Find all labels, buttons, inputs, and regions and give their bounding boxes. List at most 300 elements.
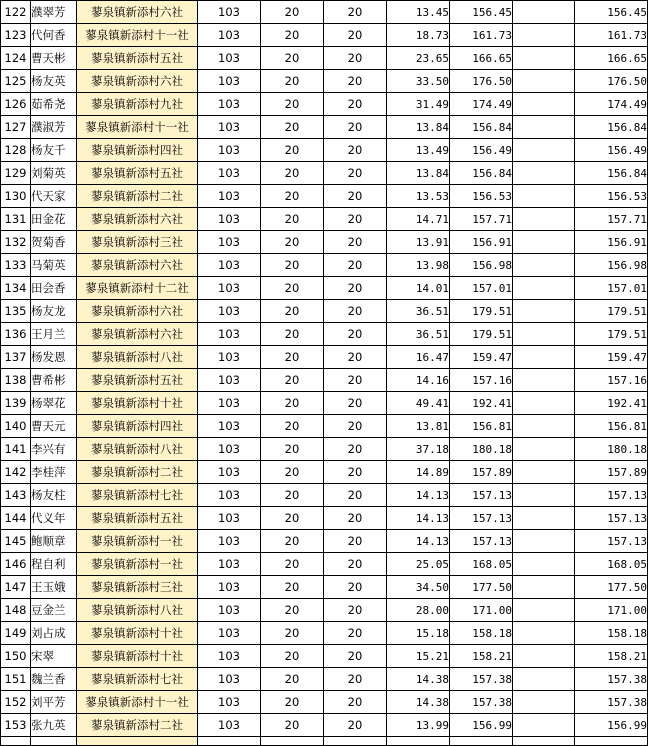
address-cell[interactable]: 蓼泉镇新添村三社 (77, 231, 198, 254)
total-cell[interactable]: 157.16 (450, 369, 513, 392)
payout-cell[interactable]: 192.41 (575, 392, 648, 415)
row-number-cell[interactable]: 135 (1, 300, 31, 323)
empty-cell[interactable] (261, 737, 324, 746)
base-cell[interactable]: 103 (198, 162, 261, 185)
col-b-cell[interactable]: 20 (324, 461, 387, 484)
row-number-cell[interactable]: 151 (1, 668, 31, 691)
row-number-cell[interactable]: 129 (1, 162, 31, 185)
total-cell[interactable]: 171.00 (450, 599, 513, 622)
base-cell[interactable]: 103 (198, 208, 261, 231)
total-cell[interactable]: 161.73 (450, 24, 513, 47)
payout-cell[interactable]: 174.49 (575, 93, 648, 116)
col-a-cell[interactable]: 20 (261, 714, 324, 737)
name-cell[interactable]: 李兴有 (31, 438, 77, 461)
row-number-cell[interactable]: 143 (1, 484, 31, 507)
subsidy-cell[interactable]: 37.18 (387, 438, 450, 461)
total-cell[interactable]: 156.49 (450, 139, 513, 162)
col-a-cell[interactable]: 20 (261, 599, 324, 622)
name-cell[interactable]: 杨发恩 (31, 346, 77, 369)
payout-cell[interactable]: 179.51 (575, 323, 648, 346)
payout-cell[interactable]: 157.01 (575, 277, 648, 300)
col-b-cell[interactable]: 20 (324, 438, 387, 461)
total-cell[interactable]: 174.49 (450, 93, 513, 116)
address-cell[interactable]: 蓼泉镇新添村二社 (77, 185, 198, 208)
subsidy-cell[interactable]: 36.51 (387, 323, 450, 346)
address-cell[interactable]: 蓼泉镇新添村七社 (77, 484, 198, 507)
total-cell[interactable]: 157.13 (450, 507, 513, 530)
row-number-cell[interactable]: 148 (1, 599, 31, 622)
blank-cell[interactable] (513, 622, 575, 645)
col-a-cell[interactable]: 20 (261, 208, 324, 231)
row-number-cell[interactable]: 139 (1, 392, 31, 415)
payout-cell[interactable]: 176.50 (575, 70, 648, 93)
payout-cell[interactable]: 157.13 (575, 530, 648, 553)
col-a-cell[interactable]: 20 (261, 392, 324, 415)
col-a-cell[interactable]: 20 (261, 645, 324, 668)
address-cell[interactable]: 蓼泉镇新添村一社 (77, 530, 198, 553)
base-cell[interactable]: 103 (198, 553, 261, 576)
address-cell[interactable]: 蓼泉镇新添村十社 (77, 645, 198, 668)
blank-cell[interactable] (513, 300, 575, 323)
name-cell[interactable]: 代天家 (31, 185, 77, 208)
name-cell[interactable]: 刘占成 (31, 622, 77, 645)
col-b-cell[interactable]: 20 (324, 369, 387, 392)
base-cell[interactable]: 103 (198, 24, 261, 47)
total-cell[interactable]: 157.38 (450, 691, 513, 714)
subsidy-cell[interactable]: 14.13 (387, 484, 450, 507)
row-number-cell[interactable]: 140 (1, 415, 31, 438)
total-cell[interactable]: 168.05 (450, 553, 513, 576)
address-cell[interactable]: 蓼泉镇新添村六社 (77, 323, 198, 346)
subsidy-cell[interactable]: 14.01 (387, 277, 450, 300)
blank-cell[interactable] (513, 70, 575, 93)
col-b-cell[interactable]: 20 (324, 254, 387, 277)
base-cell[interactable]: 103 (198, 47, 261, 70)
address-cell[interactable]: 蓼泉镇新添村九社 (77, 93, 198, 116)
name-cell[interactable]: 茹希尧 (31, 93, 77, 116)
col-b-cell[interactable]: 20 (324, 645, 387, 668)
base-cell[interactable]: 103 (198, 300, 261, 323)
name-cell[interactable]: 杨友英 (31, 70, 77, 93)
base-cell[interactable]: 103 (198, 185, 261, 208)
subsidy-cell[interactable]: 34.50 (387, 576, 450, 599)
empty-cell[interactable] (198, 737, 261, 746)
total-cell[interactable]: 179.51 (450, 300, 513, 323)
row-number-cell[interactable]: 141 (1, 438, 31, 461)
col-a-cell[interactable]: 20 (261, 346, 324, 369)
payout-cell[interactable]: 156.81 (575, 415, 648, 438)
address-cell[interactable]: 蓼泉镇新添村十二社 (77, 277, 198, 300)
empty-cell[interactable] (77, 737, 198, 746)
payout-cell[interactable]: 180.18 (575, 438, 648, 461)
payout-cell[interactable]: 171.00 (575, 599, 648, 622)
name-cell[interactable]: 杨友龙 (31, 300, 77, 323)
payout-cell[interactable]: 157.38 (575, 691, 648, 714)
blank-cell[interactable] (513, 254, 575, 277)
payout-cell[interactable]: 156.84 (575, 162, 648, 185)
total-cell[interactable]: 156.84 (450, 116, 513, 139)
address-cell[interactable]: 蓼泉镇新添村四社 (77, 415, 198, 438)
subsidy-cell[interactable]: 33.50 (387, 70, 450, 93)
payout-cell[interactable]: 166.65 (575, 47, 648, 70)
col-a-cell[interactable]: 20 (261, 116, 324, 139)
base-cell[interactable]: 103 (198, 507, 261, 530)
base-cell[interactable]: 103 (198, 323, 261, 346)
row-number-cell[interactable]: 153 (1, 714, 31, 737)
col-a-cell[interactable]: 20 (261, 162, 324, 185)
payout-cell[interactable]: 156.91 (575, 231, 648, 254)
address-cell[interactable]: 蓼泉镇新添村十社 (77, 392, 198, 415)
total-cell[interactable]: 157.01 (450, 277, 513, 300)
base-cell[interactable]: 103 (198, 484, 261, 507)
row-number-cell[interactable]: 130 (1, 185, 31, 208)
address-cell[interactable]: 蓼泉镇新添村八社 (77, 599, 198, 622)
address-cell[interactable]: 蓼泉镇新添村三社 (77, 576, 198, 599)
payout-cell[interactable]: 177.50 (575, 576, 648, 599)
address-cell[interactable]: 蓼泉镇新添村六社 (77, 1, 198, 24)
col-b-cell[interactable]: 20 (324, 70, 387, 93)
subsidy-cell[interactable]: 14.38 (387, 691, 450, 714)
base-cell[interactable]: 103 (198, 392, 261, 415)
col-a-cell[interactable]: 20 (261, 70, 324, 93)
name-cell[interactable]: 魏兰香 (31, 668, 77, 691)
base-cell[interactable]: 103 (198, 277, 261, 300)
name-cell[interactable]: 田会香 (31, 277, 77, 300)
total-cell[interactable]: 156.53 (450, 185, 513, 208)
subsidy-cell[interactable]: 13.99 (387, 714, 450, 737)
subsidy-cell[interactable]: 14.16 (387, 369, 450, 392)
base-cell[interactable]: 103 (198, 461, 261, 484)
subsidy-cell[interactable]: 36.51 (387, 300, 450, 323)
base-cell[interactable]: 103 (198, 530, 261, 553)
col-a-cell[interactable]: 20 (261, 438, 324, 461)
base-cell[interactable]: 103 (198, 622, 261, 645)
name-cell[interactable]: 刘平芳 (31, 691, 77, 714)
blank-cell[interactable] (513, 162, 575, 185)
name-cell[interactable]: 杨翠花 (31, 392, 77, 415)
blank-cell[interactable] (513, 553, 575, 576)
row-number-cell[interactable]: 125 (1, 70, 31, 93)
col-b-cell[interactable]: 20 (324, 691, 387, 714)
col-b-cell[interactable]: 20 (324, 576, 387, 599)
blank-cell[interactable] (513, 47, 575, 70)
total-cell[interactable]: 156.91 (450, 231, 513, 254)
row-number-cell[interactable]: 152 (1, 691, 31, 714)
col-a-cell[interactable]: 20 (261, 185, 324, 208)
payout-cell[interactable]: 179.51 (575, 300, 648, 323)
total-cell[interactable]: 157.38 (450, 668, 513, 691)
payout-cell[interactable]: 157.13 (575, 507, 648, 530)
col-b-cell[interactable]: 20 (324, 599, 387, 622)
col-a-cell[interactable]: 20 (261, 277, 324, 300)
base-cell[interactable]: 103 (198, 691, 261, 714)
address-cell[interactable]: 蓼泉镇新添村六社 (77, 208, 198, 231)
col-b-cell[interactable]: 20 (324, 300, 387, 323)
name-cell[interactable]: 代义年 (31, 507, 77, 530)
address-cell[interactable]: 蓼泉镇新添村六社 (77, 300, 198, 323)
blank-cell[interactable] (513, 599, 575, 622)
row-number-cell[interactable]: 126 (1, 93, 31, 116)
total-cell[interactable]: 176.50 (450, 70, 513, 93)
col-a-cell[interactable]: 20 (261, 668, 324, 691)
total-cell[interactable]: 156.84 (450, 162, 513, 185)
col-b-cell[interactable]: 20 (324, 553, 387, 576)
total-cell[interactable]: 158.21 (450, 645, 513, 668)
name-cell[interactable]: 曹天彬 (31, 47, 77, 70)
name-cell[interactable]: 程自利 (31, 553, 77, 576)
row-number-cell[interactable]: 145 (1, 530, 31, 553)
empty-cell[interactable] (450, 737, 513, 746)
empty-cell[interactable] (1, 737, 31, 746)
payout-cell[interactable]: 156.99 (575, 714, 648, 737)
blank-cell[interactable] (513, 530, 575, 553)
address-cell[interactable]: 蓼泉镇新添村四社 (77, 139, 198, 162)
payout-cell[interactable]: 156.84 (575, 116, 648, 139)
col-a-cell[interactable]: 20 (261, 461, 324, 484)
row-number-cell[interactable]: 134 (1, 277, 31, 300)
base-cell[interactable]: 103 (198, 1, 261, 24)
base-cell[interactable]: 103 (198, 599, 261, 622)
address-cell[interactable]: 蓼泉镇新添村五社 (77, 507, 198, 530)
col-b-cell[interactable]: 20 (324, 24, 387, 47)
name-cell[interactable]: 宋翠 (31, 645, 77, 668)
subsidy-cell[interactable]: 13.81 (387, 415, 450, 438)
subsidy-cell[interactable]: 15.21 (387, 645, 450, 668)
name-cell[interactable]: 王月兰 (31, 323, 77, 346)
total-cell[interactable]: 158.18 (450, 622, 513, 645)
subsidy-cell[interactable]: 14.71 (387, 208, 450, 231)
address-cell[interactable]: 蓼泉镇新添村二社 (77, 714, 198, 737)
blank-cell[interactable] (513, 24, 575, 47)
name-cell[interactable]: 豆金兰 (31, 599, 77, 622)
total-cell[interactable]: 192.41 (450, 392, 513, 415)
base-cell[interactable]: 103 (198, 254, 261, 277)
row-number-cell[interactable]: 132 (1, 231, 31, 254)
total-cell[interactable]: 166.65 (450, 47, 513, 70)
col-b-cell[interactable]: 20 (324, 323, 387, 346)
empty-cell[interactable] (387, 737, 450, 746)
empty-cell[interactable] (513, 737, 575, 746)
row-number-cell[interactable]: 128 (1, 139, 31, 162)
payout-cell[interactable]: 158.18 (575, 622, 648, 645)
blank-cell[interactable] (513, 231, 575, 254)
address-cell[interactable]: 蓼泉镇新添村十一社 (77, 691, 198, 714)
name-cell[interactable]: 田金花 (31, 208, 77, 231)
name-cell[interactable]: 马菊英 (31, 254, 77, 277)
subsidy-cell[interactable]: 13.98 (387, 254, 450, 277)
col-b-cell[interactable]: 20 (324, 116, 387, 139)
base-cell[interactable]: 103 (198, 346, 261, 369)
empty-cell[interactable] (324, 737, 387, 746)
blank-cell[interactable] (513, 369, 575, 392)
row-number-cell[interactable]: 138 (1, 369, 31, 392)
col-a-cell[interactable]: 20 (261, 323, 324, 346)
blank-cell[interactable] (513, 323, 575, 346)
subsidy-cell[interactable]: 14.13 (387, 507, 450, 530)
address-cell[interactable]: 蓼泉镇新添村一社 (77, 553, 198, 576)
subsidy-cell[interactable]: 14.89 (387, 461, 450, 484)
subsidy-cell[interactable]: 23.65 (387, 47, 450, 70)
col-b-cell[interactable]: 20 (324, 668, 387, 691)
address-cell[interactable]: 蓼泉镇新添村十一社 (77, 24, 198, 47)
address-cell[interactable]: 蓼泉镇新添村十社 (77, 622, 198, 645)
address-cell[interactable]: 蓼泉镇新添村七社 (77, 668, 198, 691)
subsidy-cell[interactable]: 13.84 (387, 116, 450, 139)
payout-cell[interactable]: 158.21 (575, 645, 648, 668)
col-b-cell[interactable]: 20 (324, 507, 387, 530)
subsidy-cell[interactable]: 49.41 (387, 392, 450, 415)
base-cell[interactable]: 103 (198, 576, 261, 599)
blank-cell[interactable] (513, 392, 575, 415)
payout-cell[interactable]: 157.38 (575, 668, 648, 691)
blank-cell[interactable] (513, 346, 575, 369)
name-cell[interactable]: 张九英 (31, 714, 77, 737)
col-a-cell[interactable]: 20 (261, 576, 324, 599)
base-cell[interactable]: 103 (198, 645, 261, 668)
blank-cell[interactable] (513, 714, 575, 737)
total-cell[interactable]: 157.71 (450, 208, 513, 231)
col-b-cell[interactable]: 20 (324, 47, 387, 70)
blank-cell[interactable] (513, 507, 575, 530)
row-number-cell[interactable]: 144 (1, 507, 31, 530)
base-cell[interactable]: 103 (198, 415, 261, 438)
col-a-cell[interactable]: 20 (261, 484, 324, 507)
name-cell[interactable]: 濮淑芳 (31, 116, 77, 139)
blank-cell[interactable] (513, 645, 575, 668)
col-b-cell[interactable]: 20 (324, 415, 387, 438)
address-cell[interactable]: 蓼泉镇新添村十一社 (77, 116, 198, 139)
col-a-cell[interactable]: 20 (261, 231, 324, 254)
subsidy-cell[interactable]: 13.45 (387, 1, 450, 24)
base-cell[interactable]: 103 (198, 231, 261, 254)
subsidy-cell[interactable]: 15.18 (387, 622, 450, 645)
blank-cell[interactable] (513, 116, 575, 139)
col-a-cell[interactable]: 20 (261, 415, 324, 438)
col-b-cell[interactable]: 20 (324, 622, 387, 645)
blank-cell[interactable] (513, 668, 575, 691)
payout-cell[interactable]: 156.98 (575, 254, 648, 277)
blank-cell[interactable] (513, 438, 575, 461)
col-b-cell[interactable]: 20 (324, 162, 387, 185)
empty-cell[interactable] (31, 737, 77, 746)
name-cell[interactable]: 李桂萍 (31, 461, 77, 484)
name-cell[interactable]: 曹希彬 (31, 369, 77, 392)
name-cell[interactable]: 贺菊香 (31, 231, 77, 254)
address-cell[interactable]: 蓼泉镇新添村六社 (77, 254, 198, 277)
row-number-cell[interactable]: 149 (1, 622, 31, 645)
row-number-cell[interactable]: 137 (1, 346, 31, 369)
col-b-cell[interactable]: 20 (324, 1, 387, 24)
col-b-cell[interactable]: 20 (324, 208, 387, 231)
col-b-cell[interactable]: 20 (324, 392, 387, 415)
total-cell[interactable]: 156.81 (450, 415, 513, 438)
row-number-cell[interactable]: 131 (1, 208, 31, 231)
col-a-cell[interactable]: 20 (261, 530, 324, 553)
total-cell[interactable]: 157.13 (450, 530, 513, 553)
blank-cell[interactable] (513, 1, 575, 24)
col-b-cell[interactable]: 20 (324, 346, 387, 369)
subsidy-cell[interactable]: 14.38 (387, 668, 450, 691)
subsidy-cell[interactable]: 16.47 (387, 346, 450, 369)
row-number-cell[interactable]: 123 (1, 24, 31, 47)
base-cell[interactable]: 103 (198, 116, 261, 139)
total-cell[interactable]: 156.45 (450, 1, 513, 24)
col-a-cell[interactable]: 20 (261, 553, 324, 576)
row-number-cell[interactable]: 147 (1, 576, 31, 599)
base-cell[interactable]: 103 (198, 139, 261, 162)
empty-cell[interactable] (575, 737, 648, 746)
row-number-cell[interactable]: 133 (1, 254, 31, 277)
row-number-cell[interactable]: 122 (1, 1, 31, 24)
address-cell[interactable]: 蓼泉镇新添村六社 (77, 70, 198, 93)
subsidy-cell[interactable]: 14.13 (387, 530, 450, 553)
col-a-cell[interactable]: 20 (261, 254, 324, 277)
row-number-cell[interactable]: 136 (1, 323, 31, 346)
col-b-cell[interactable]: 20 (324, 277, 387, 300)
row-number-cell[interactable]: 127 (1, 116, 31, 139)
col-a-cell[interactable]: 20 (261, 24, 324, 47)
col-a-cell[interactable]: 20 (261, 139, 324, 162)
blank-cell[interactable] (513, 576, 575, 599)
col-b-cell[interactable]: 20 (324, 139, 387, 162)
total-cell[interactable]: 157.89 (450, 461, 513, 484)
subsidy-cell[interactable]: 13.84 (387, 162, 450, 185)
total-cell[interactable]: 177.50 (450, 576, 513, 599)
base-cell[interactable]: 103 (198, 668, 261, 691)
name-cell[interactable]: 杨友千 (31, 139, 77, 162)
row-number-cell[interactable]: 124 (1, 47, 31, 70)
subsidy-cell[interactable]: 13.53 (387, 185, 450, 208)
blank-cell[interactable] (513, 484, 575, 507)
payout-cell[interactable]: 168.05 (575, 553, 648, 576)
subsidy-cell[interactable]: 28.00 (387, 599, 450, 622)
total-cell[interactable]: 157.13 (450, 484, 513, 507)
name-cell[interactable]: 代何香 (31, 24, 77, 47)
total-cell[interactable]: 159.47 (450, 346, 513, 369)
blank-cell[interactable] (513, 93, 575, 116)
col-a-cell[interactable]: 20 (261, 507, 324, 530)
col-b-cell[interactable]: 20 (324, 484, 387, 507)
blank-cell[interactable] (513, 691, 575, 714)
col-b-cell[interactable]: 20 (324, 231, 387, 254)
name-cell[interactable]: 刘菊英 (31, 162, 77, 185)
payout-cell[interactable]: 157.16 (575, 369, 648, 392)
subsidy-cell[interactable]: 31.49 (387, 93, 450, 116)
col-a-cell[interactable]: 20 (261, 93, 324, 116)
address-cell[interactable]: 蓼泉镇新添村八社 (77, 438, 198, 461)
payout-cell[interactable]: 157.89 (575, 461, 648, 484)
col-b-cell[interactable]: 20 (324, 93, 387, 116)
row-number-cell[interactable]: 146 (1, 553, 31, 576)
address-cell[interactable]: 蓼泉镇新添村五社 (77, 369, 198, 392)
base-cell[interactable]: 103 (198, 438, 261, 461)
col-a-cell[interactable]: 20 (261, 622, 324, 645)
payout-cell[interactable]: 159.47 (575, 346, 648, 369)
col-a-cell[interactable]: 20 (261, 691, 324, 714)
subsidy-cell[interactable]: 13.91 (387, 231, 450, 254)
address-cell[interactable]: 蓼泉镇新添村五社 (77, 47, 198, 70)
blank-cell[interactable] (513, 415, 575, 438)
blank-cell[interactable] (513, 185, 575, 208)
total-cell[interactable]: 156.98 (450, 254, 513, 277)
blank-cell[interactable] (513, 139, 575, 162)
total-cell[interactable]: 156.99 (450, 714, 513, 737)
base-cell[interactable]: 103 (198, 369, 261, 392)
col-a-cell[interactable]: 20 (261, 47, 324, 70)
subsidy-cell[interactable]: 13.49 (387, 139, 450, 162)
col-a-cell[interactable]: 20 (261, 369, 324, 392)
col-a-cell[interactable]: 20 (261, 1, 324, 24)
